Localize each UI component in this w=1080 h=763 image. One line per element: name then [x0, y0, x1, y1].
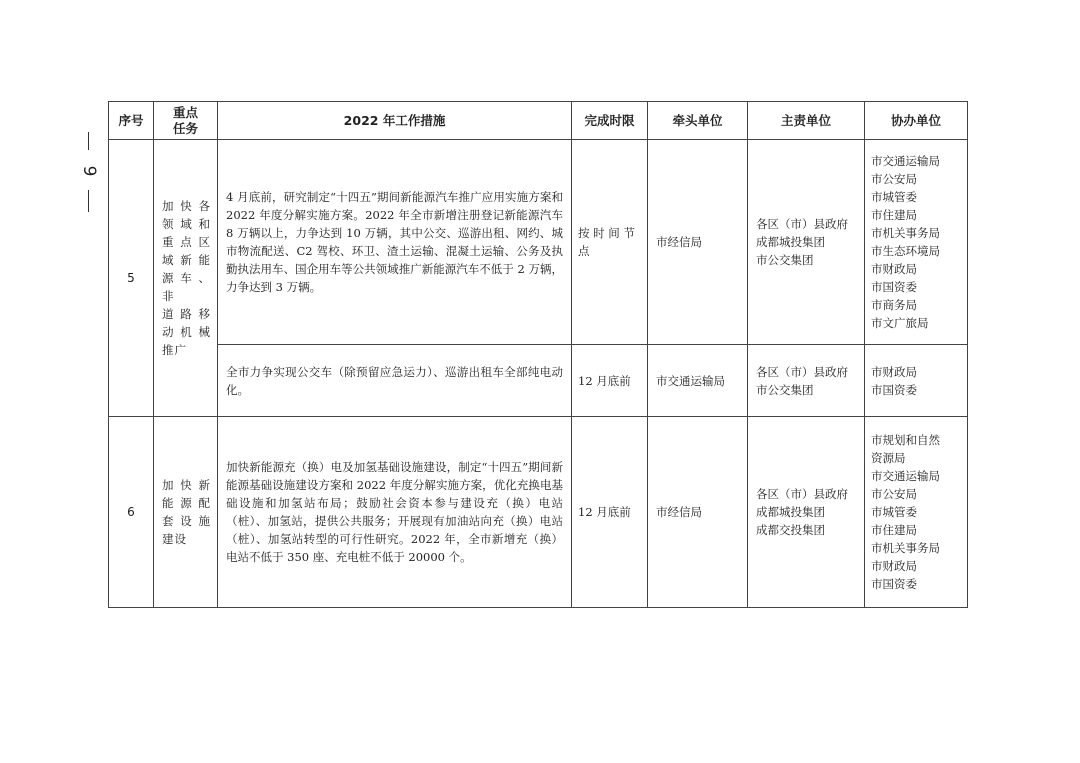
- header-lead: 牵头单位: [648, 102, 748, 140]
- assist-unit: 资源局: [871, 451, 906, 465]
- assist-unit: 市财政局: [871, 559, 917, 573]
- row-main-units: [748, 345, 865, 417]
- assist-unit: 市国资委: [871, 577, 917, 591]
- page-number-dash: [88, 190, 89, 212]
- assist-unit: 市交通运输局: [871, 469, 940, 483]
- assist-unit: 市文广旅局: [871, 316, 929, 330]
- row-seq: 6: [109, 417, 154, 608]
- assist-unit: 市生态环境局: [871, 244, 940, 258]
- assist-unit: 市公安局: [871, 172, 917, 186]
- assist-unit: 市国资委: [871, 382, 917, 397]
- main-unit: 成都城投集团: [756, 505, 825, 519]
- row-main-units: [748, 140, 865, 345]
- header-measures: 2022 年工作措施: [218, 102, 572, 140]
- task-line: 动 机 械: [162, 325, 211, 339]
- assist-unit: 市规划和自然: [871, 433, 940, 447]
- row-deadline: 12 月底前: [572, 345, 648, 417]
- task-line: 建设: [162, 532, 187, 546]
- assist-unit: 市财政局: [871, 262, 917, 276]
- main-unit: 各区（市）县政府: [756, 364, 848, 379]
- row-assist-units: [865, 417, 968, 608]
- task-line: 域 新 能: [162, 253, 211, 267]
- main-unit: 市公交集团: [756, 253, 814, 267]
- row-lead-unit: 市交通运输局: [648, 345, 748, 417]
- main-unit: 市公交集团: [756, 382, 814, 397]
- page-number-dash: [88, 132, 89, 150]
- assist-unit: 市机关事务局: [871, 226, 940, 240]
- row-measure: 全市力争实现公交车（除预留应急运力）、巡游出租车全部纯电动化。: [218, 345, 572, 417]
- row-measure: 4 月底前，研究制定“十四五”期间新能源汽车推广应用实施方案和 2022 年度分解实施方案。2022 年全市新增注册登记新能源汽车 8 万辆以上，力争达到 10 万辆，其中公交、巡游出租、网约、城市物流配送、C2 驾校、环卫、渣土运输、混凝土运输、公务及执勤执法用车、国企用车等公共领域推广新能源汽车不低于 2 万辆，力争达到 3 万辆。: [218, 140, 572, 345]
- task-line: 推广: [162, 343, 187, 357]
- header-assist: 协办单位: [865, 102, 968, 140]
- task-line: 源车、非: [162, 271, 211, 303]
- assist-unit: 市住建局: [871, 523, 917, 537]
- header-main: 主责单位: [748, 102, 865, 140]
- assist-unit: 市商务局: [871, 298, 917, 312]
- task-line: 套 设 施: [162, 514, 211, 528]
- assist-unit: 市城管委: [871, 505, 917, 519]
- assist-unit: 市交通运输局: [871, 154, 940, 168]
- assist-unit: 市国资委: [871, 280, 917, 294]
- row-task: [154, 417, 218, 608]
- assist-unit: 市财政局: [871, 364, 917, 379]
- assist-unit: 市公安局: [871, 487, 917, 501]
- assist-unit: 市机关事务局: [871, 541, 940, 555]
- table-row: [109, 140, 968, 345]
- row-lead-unit: 市经信局: [648, 140, 748, 345]
- page-number: 9: [79, 165, 99, 177]
- header-task-line: 重点: [172, 104, 198, 120]
- row-assist-units: [865, 345, 968, 417]
- row-seq: 5: [109, 140, 154, 417]
- main-unit: 成都交投集团: [756, 523, 825, 537]
- task-line: 领 域 和: [162, 217, 211, 231]
- row-deadline: 按 时 间 节 点: [572, 140, 648, 345]
- assist-unit: 市住建局: [871, 208, 917, 222]
- row-main-units: [748, 417, 865, 608]
- page-number-marker: [72, 132, 106, 212]
- header-seq: 序号: [109, 102, 154, 140]
- row-task: [154, 140, 218, 417]
- task-line: 重 点 区: [162, 235, 211, 249]
- row-deadline: 12 月底前: [572, 417, 648, 608]
- main-unit: 各区（市）县政府: [756, 487, 848, 501]
- task-line: 道 路 移: [162, 307, 211, 321]
- header-task: [154, 102, 218, 140]
- table-row: [109, 345, 968, 417]
- assist-unit: 市城管委: [871, 190, 917, 204]
- row-assist-units: [865, 140, 968, 345]
- task-line: 能 源 配: [162, 496, 211, 510]
- header-deadline: 完成时限: [572, 102, 648, 140]
- row-lead-unit: 市经信局: [648, 417, 748, 608]
- main-unit: 各区（市）县政府: [756, 217, 848, 231]
- header-task-line: 任务: [172, 120, 198, 136]
- task-line: 加 快 新: [162, 478, 211, 492]
- table-row: [109, 417, 968, 608]
- table-header-row: [109, 102, 968, 140]
- work-measures-table: [108, 101, 968, 608]
- task-line: 加 快 各: [162, 199, 211, 213]
- main-unit: 成都城投集团: [756, 235, 825, 249]
- row-measure: 加快新能源充（换）电及加氢基础设施建设，制定“十四五”期间新能源基础设施建设方案和 2022 年度分解实施方案，优化充换电基础设施和加氢站布局；鼓励社会资本参与建设充（换）电站（桩）、加氢站，提供公共服务；开展现有加油站向充（换）电站（桩）、加氢站转型的可行性研究。2022 年，全市新增充（换）电站不低于 350 座、充电桩不低于 20000 个。: [218, 417, 572, 608]
